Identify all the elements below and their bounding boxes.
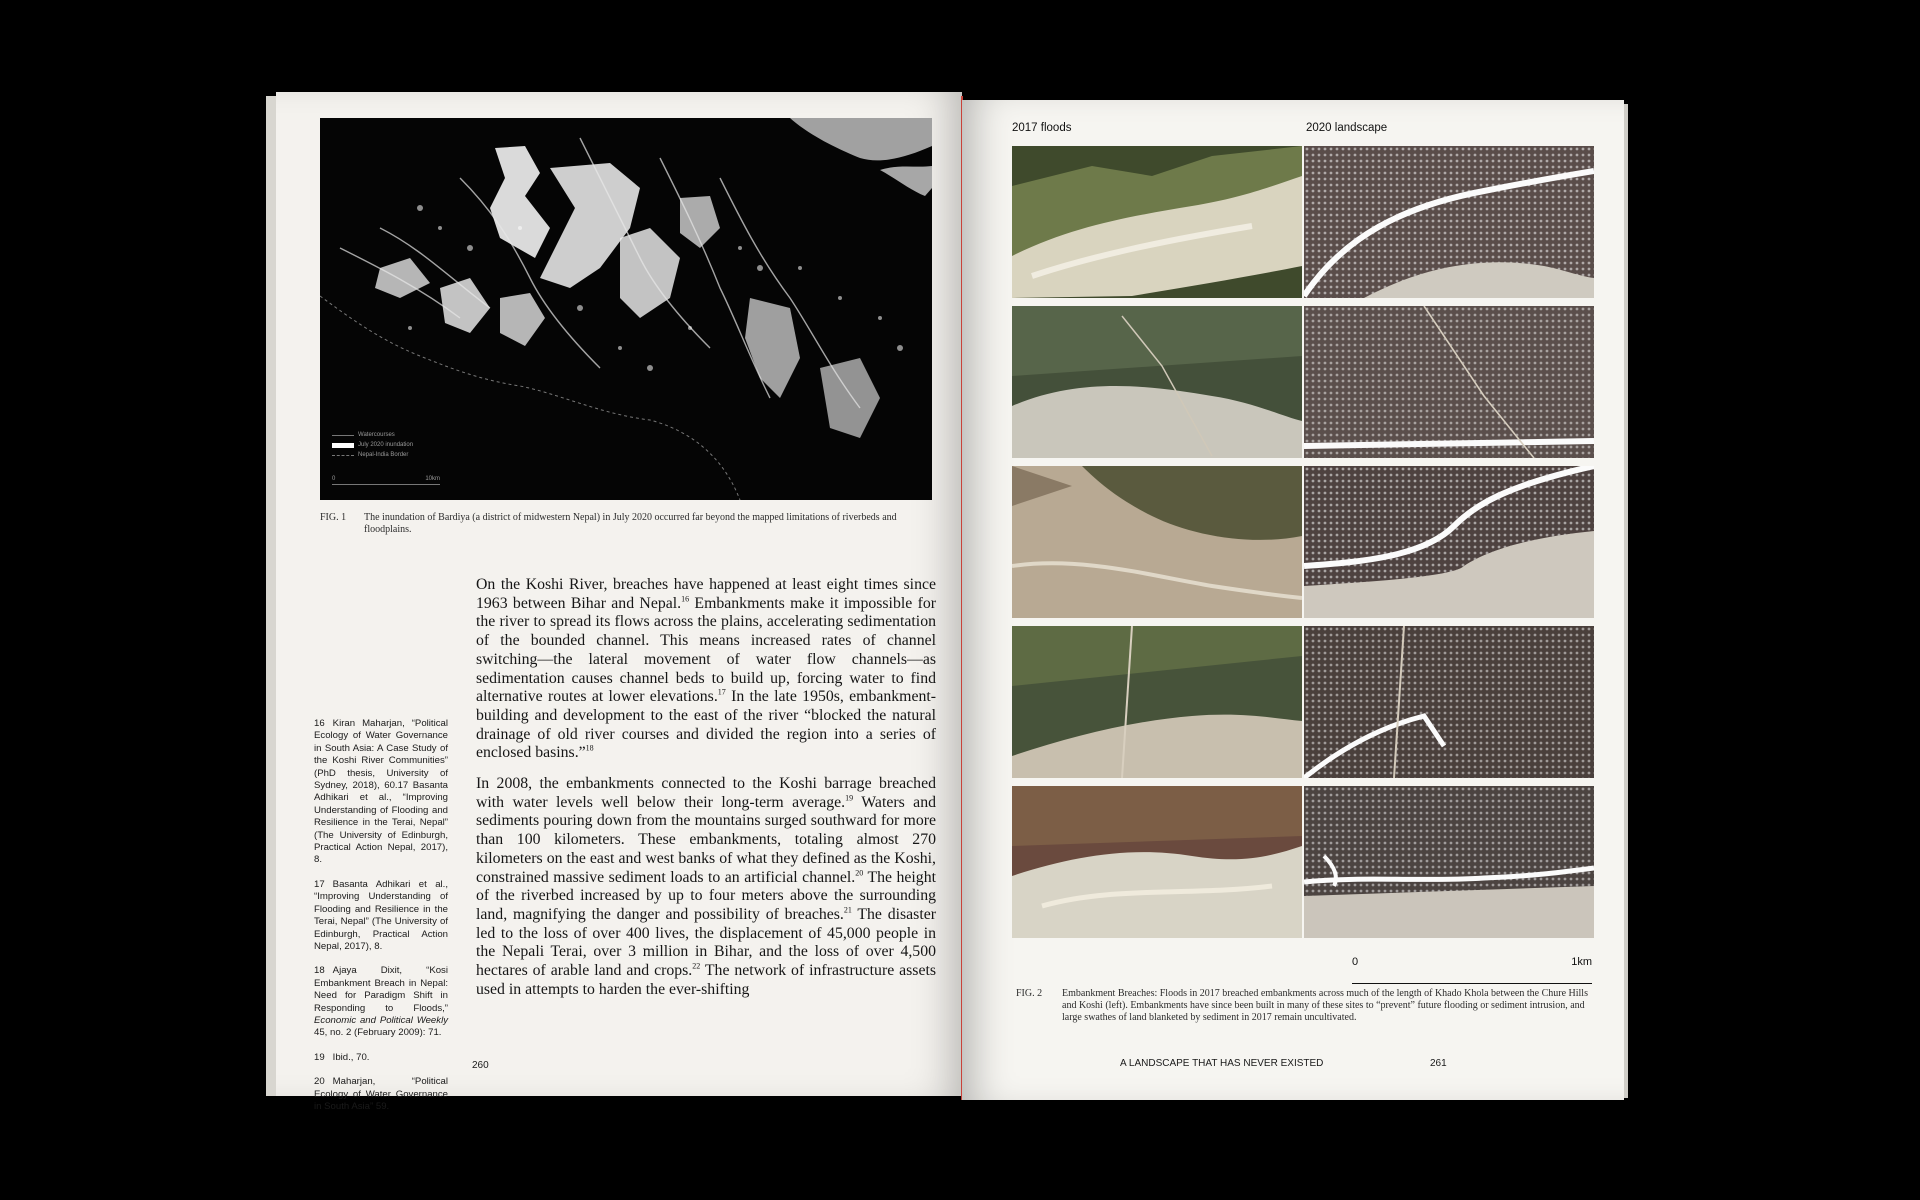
scale-zero: 0 xyxy=(1352,956,1359,968)
text-run: The network of infrastructure assets used in attempts to harden the ever-shifting xyxy=(476,962,937,998)
figure-2-caption xyxy=(1016,988,1600,1024)
figure-2-caption-text: Embankment Breaches: Floods in 2017 breached embankments across much of the length of Khado Khola between the Chure Hills and Koshi (left). Embankments have since been built in many of these sites to “prevent” future flooding or sediment intrusion, and large swathes of land blanketed by sediment in 2017 remain uncultivated. xyxy=(1062,988,1588,1023)
footnote-text-end: 45, no. 2 (February 2009): 71. xyxy=(314,1027,442,1039)
legend-border: Nepal-India Border xyxy=(358,452,409,458)
tile-scale-bar xyxy=(1352,956,1592,984)
column-heading-2017: 2017 floods xyxy=(1012,122,1072,134)
column-heading-2020: 2020 landscape xyxy=(1306,122,1388,134)
footnote-text: Ibid., 70. xyxy=(332,1051,370,1063)
footnote-number: 17 xyxy=(314,878,325,890)
footnote-number: 16 xyxy=(314,718,325,729)
map-scale-end: 10km xyxy=(425,476,440,482)
body-text xyxy=(476,576,936,1011)
figure-1-caption xyxy=(320,512,932,536)
scale-end: 1km xyxy=(1571,956,1592,968)
footnote-ref: 19 xyxy=(845,793,854,803)
tile-2020-4 xyxy=(1304,626,1594,778)
watercourse-swatch xyxy=(332,435,354,436)
tile-2017-2 xyxy=(1012,306,1302,458)
footnote-20 xyxy=(314,1076,448,1113)
paragraph-1 xyxy=(476,576,936,763)
page-number-left: 260 xyxy=(472,1060,489,1071)
tile-2020-2 xyxy=(1304,306,1594,458)
footnote-journal-title: Economic and Political Weekly xyxy=(314,1014,448,1026)
figure-1-caption-text: The inundation of Bardiya (a district of midwestern Nepal) in July 2020 occurred far beyond the mapped limitations of riverbeds and floodplains. xyxy=(364,512,897,535)
text-run: The height of the riverbed increased by up to four meters above the surrounding land, magnifying the danger and possibility of breaches. xyxy=(476,868,936,923)
paragraph-2 xyxy=(476,775,936,999)
footnote-text: Basanta Adhikari et al., “Improving Understanding of Flooding and Resilience in the Terai, Nepal” (The University of Edinburgh, Practical Action Nepal, 2017), 8. xyxy=(314,878,448,952)
footnote-18 xyxy=(314,965,448,1039)
figure-2-label: FIG. 2 xyxy=(1016,988,1043,999)
tile-2020-3 xyxy=(1304,466,1594,618)
page-number-right: 261 xyxy=(1430,1058,1447,1069)
tile-2017-1 xyxy=(1012,146,1302,298)
figure-1-map xyxy=(320,118,932,500)
legend-inundation: July 2020 inundation xyxy=(358,442,414,448)
text-run: Embankments make it impossible for the river to spread its flows across the plains, accelerating sedimentation of the bounded channel. This means increased rates of channel switching—the lateral movement of water flow channels—as sedimentation causes channel beds to build up, forcing water to find alternative routes at lower elevations. xyxy=(476,594,936,706)
footnote-ref: 21 xyxy=(843,905,852,915)
tile-2017-5 xyxy=(1012,786,1302,938)
tile-2017-4 xyxy=(1012,626,1302,778)
footnote-17 xyxy=(314,879,448,953)
tile-2020-5 xyxy=(1304,786,1594,938)
footnote-ref: 16 xyxy=(681,594,690,604)
text-run: In 2008, the embankments connected to the Koshi barrage breached with water levels well below their long-term average. xyxy=(476,775,936,811)
running-head: A LANDSCAPE THAT HAS NEVER EXISTED xyxy=(1120,1058,1324,1069)
footnote-text: Ajaya Dixit, “Kosi Embankment Breach in Nepal: Need for Paradigm Shift in Responding to Floods,” xyxy=(314,965,448,1014)
footnote-text: Kiran Maharjan, “Political Ecology of Water Governance in South Asia: A Case Study of the Koshi River Communities” (PhD thesis, University of Sydney, 2018), 60.17 Basanta Adhikari et al., “Improving Understanding of Flooding and Resilience in the Terai, Nepal” (The University of Edinburgh, Practical Action Nepal, 2017), 8. xyxy=(314,718,448,866)
border-swatch xyxy=(332,455,354,456)
footnote-text: Maharjan, “Political Ecology of Water Governance in South Asia” 59. xyxy=(314,1076,448,1112)
figure-1-label: FIG. 1 xyxy=(320,512,347,523)
tile-2017-3 xyxy=(1012,466,1302,618)
text-run: Waters and sediments pouring down from the mountains surged southward for more than 100 kilometers. These embankments, totaling almost 270 kilometers on the east and west banks of what they defined as the Koshi, constrained massive sediment loads to an artificial channel. xyxy=(476,793,936,886)
legend-watercourses: Watercourses xyxy=(358,432,395,438)
tile-2020-1 xyxy=(1304,146,1594,298)
text-run: In the late 1950s, embankment-building and development to the east of the river “blocked the natural drainage of old river courses and divided the region into a series of enclosed basins.” xyxy=(476,688,937,762)
scale-line xyxy=(1352,983,1592,984)
footnote-number: 18 xyxy=(314,965,325,977)
map-scale-bar xyxy=(332,474,440,485)
footnotes xyxy=(314,718,448,1125)
footnote-19 xyxy=(314,1052,448,1064)
footnote-ref: 20 xyxy=(855,868,864,878)
footnote-ref: 17 xyxy=(717,687,726,697)
footnote-number: 20 xyxy=(314,1076,325,1088)
footnote-ref: 22 xyxy=(692,961,701,971)
footnote-ref: 18 xyxy=(585,744,594,754)
text-run: On the Koshi River, breaches have happened at least eight times since 1963 between Bihar and Nepal. xyxy=(476,576,936,612)
map-legend xyxy=(332,430,440,485)
right-page xyxy=(962,100,1624,1100)
footnote-number: 19 xyxy=(314,1051,325,1063)
map-scale-zero: 0 xyxy=(332,476,336,482)
left-page xyxy=(276,92,962,1112)
footnote-16 xyxy=(314,718,448,867)
text-run: The disaster led to the loss of over 400 lives, the displacement of 45,000 people in the Nepali Terai, over 3 million in Bihar, and the loss of over 4,500 hectares of arable land and crops. xyxy=(476,905,936,980)
inundation-swatch xyxy=(332,443,354,448)
comparison-grid xyxy=(1012,146,1594,942)
